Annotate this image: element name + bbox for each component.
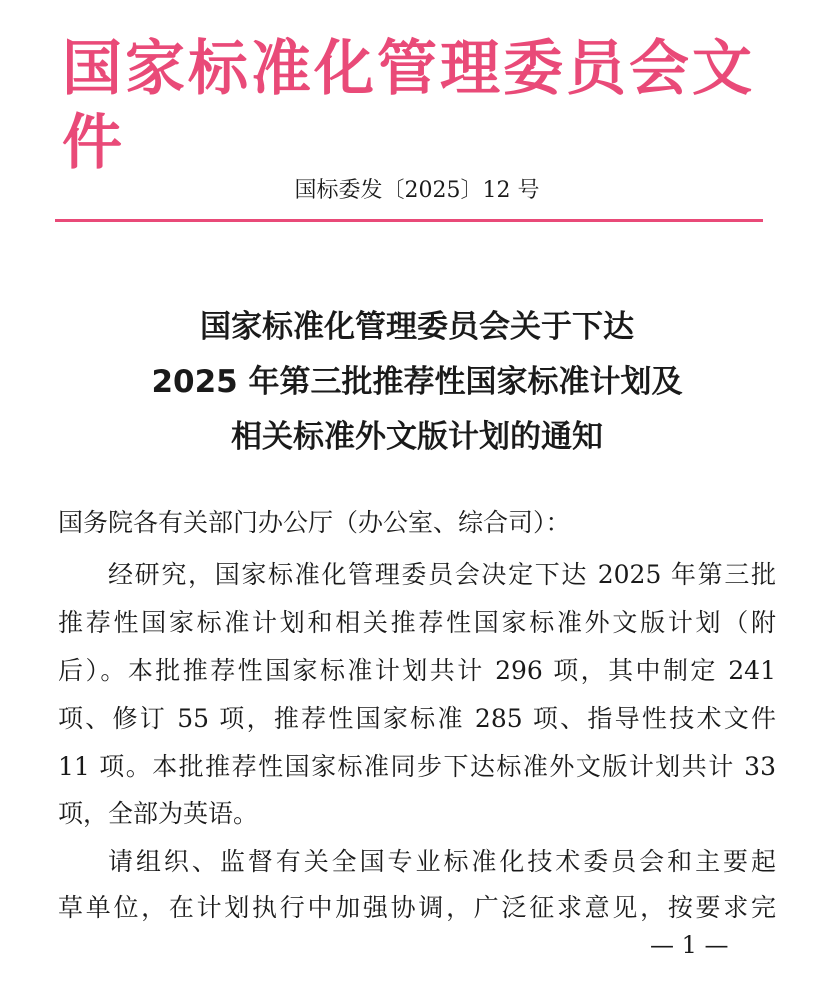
body-line: 项，全部为英语。 [58, 799, 259, 828]
document-number: 国标委发〔2025〕12 号 [294, 178, 540, 203]
body-line: 草单位，在计划执行中加强协调，广泛征求意见，按要求完 [58, 893, 776, 922]
body-line: 项、修订 55 项，推荐性国家标准 285 项、指导性技术文件 [58, 704, 776, 733]
body-line: 11 项。本批推荐性国家标准同步下达标准外文版计划共计 33 [58, 752, 776, 781]
red-divider [55, 219, 763, 222]
body-line: 经研究，国家标准化管理委员会决定下达 2025 年第三批 [108, 560, 776, 589]
body-line: 推荐性国家标准计划和相关推荐性国家标准外文版计划（附 [58, 608, 776, 637]
page-number: — 1 — [650, 931, 729, 959]
title-line-3: 相关标准外文版计划的通知 [231, 419, 603, 455]
body-line: 后）。本批推荐性国家标准计划共计 296 项，其中制定 241 [58, 656, 776, 685]
title-line-1: 国家标准化管理委员会关于下达 [200, 309, 634, 345]
body-line: 请组织、监督有关全国专业标准化技术委员会和主要起 [108, 847, 776, 876]
addressee: 国务院各有关部门办公厅（办公室、综合司）： [58, 508, 571, 537]
title-line-2: 2025 年第三批推荐性国家标准计划及 [151, 364, 683, 400]
issuer-header: 国家标准化管理委员会文件 [62, 34, 752, 178]
